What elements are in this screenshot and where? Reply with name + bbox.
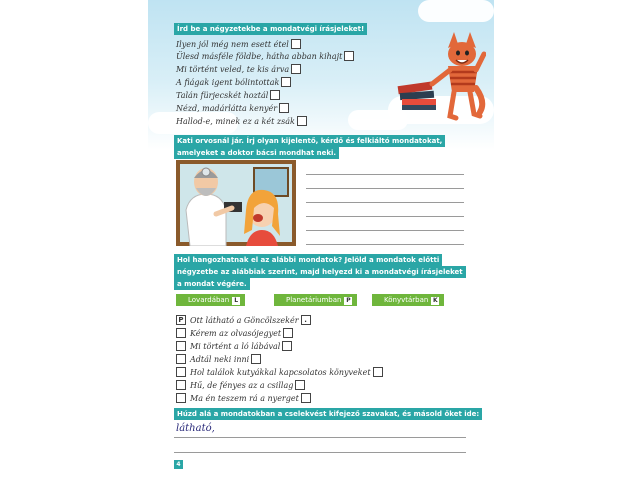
sentence-text: A fiágak igent bólintottak	[176, 77, 280, 87]
sentence-text: Hol találok kutyákkal kapcsolatos könyveket	[190, 367, 371, 377]
doctor-examining-girl-illustration	[176, 160, 296, 246]
tag-key: P	[346, 297, 351, 304]
answer-line[interactable]	[306, 216, 464, 217]
exercise-1-sentence	[176, 115, 307, 127]
answer-box[interactable]	[301, 393, 311, 403]
tag-key: K	[433, 297, 438, 304]
exercise-1-sentence	[176, 89, 280, 101]
answer-line[interactable]	[306, 202, 464, 203]
exercise-3-instruction-line: a mondat végére.	[174, 278, 250, 290]
sentence-text: Adtál neki inni	[190, 354, 250, 364]
exercise-3-instruction-line: Hol hangozhatnak el az alábbi mondatok? Jelöld a mondatok előtti	[174, 254, 442, 266]
page-number: 4	[174, 460, 183, 469]
location-box[interactable]	[176, 367, 186, 377]
exercise-3-sentence	[176, 340, 292, 352]
location-box[interactable]: P	[176, 315, 186, 325]
answer-box[interactable]	[291, 39, 301, 49]
exercise-3-sentence	[176, 379, 305, 391]
exercise-3-sentence	[176, 392, 311, 404]
answer-line[interactable]	[306, 188, 464, 189]
fox-with-books-illustration	[394, 26, 486, 122]
location-box[interactable]	[176, 393, 186, 403]
sentence-text: Nézd, madárlátta kenyér	[176, 103, 278, 113]
answer-box[interactable]	[281, 77, 291, 87]
location-box[interactable]	[176, 380, 186, 390]
cloud	[418, 0, 494, 22]
exercise-3-sentence	[176, 366, 383, 378]
exercise-1-sentence	[176, 38, 301, 50]
tag-label: Könyvtárban	[384, 296, 429, 304]
answer-box[interactable]	[344, 51, 354, 61]
answer-box[interactable]	[279, 103, 289, 113]
books	[398, 82, 436, 110]
tag-label: Lovardában	[188, 296, 230, 304]
exercise-1-sentence	[176, 102, 289, 114]
exercise-3-sentence	[176, 314, 311, 326]
tag-planetariumban	[274, 294, 357, 306]
workbook-page	[148, 0, 494, 480]
answer-line[interactable]	[306, 230, 464, 231]
answer-box[interactable]	[291, 64, 301, 74]
answer-line[interactable]	[174, 452, 466, 453]
tag-konyvtarban	[372, 294, 444, 306]
answer-box[interactable]	[283, 328, 293, 338]
location-box[interactable]	[176, 341, 186, 351]
exercise-3-sentence	[176, 353, 261, 365]
sentence-text: Ma én teszem rá a nyerget	[190, 393, 299, 403]
answer-line[interactable]	[306, 244, 464, 245]
answer-line[interactable]	[306, 174, 464, 175]
exercise-2-instruction-line: amelyeket a doktor bácsi mondhat neki.	[174, 147, 339, 159]
tag-key: L	[232, 297, 240, 305]
answer-box[interactable]	[251, 354, 261, 364]
exercise-1-sentence	[176, 76, 291, 88]
handwritten-answer: látható,	[176, 423, 215, 434]
location-box[interactable]	[176, 328, 186, 338]
sentence-text: Mi történt a ló lábával	[190, 341, 281, 351]
sentence-text: Mi történt veled, te kis árva	[176, 64, 290, 74]
exercise-1-sentence	[176, 63, 301, 75]
location-box[interactable]	[176, 354, 186, 364]
sentence-text: Kérem az olvasójegyet	[190, 328, 282, 338]
exercise-1-instruction: Írd be a négyzetekbe a mondatvégi írásjeleket!	[174, 23, 367, 35]
sentence-text: Talán fürjecskét hoztál	[176, 90, 269, 100]
tag-lovardaban	[176, 294, 245, 306]
answer-box[interactable]	[295, 380, 305, 390]
exercise-4-instruction: Húzd alá a mondatokban a cselekvést kifejező szavakat, és másold őket ide:	[174, 408, 482, 420]
sentence-text: Hű, de fényes az a csillag	[190, 380, 294, 390]
tag-label: Planetáriumban	[286, 296, 342, 304]
exercise-3-instruction-line: négyzetbe az alábbiak szerint, majd helyezd ki a mondatvégi írásjeleket	[174, 266, 466, 278]
exercise-3-sentence	[176, 327, 293, 339]
sentence-text: Ilyen jól még nem esett étel	[176, 39, 289, 49]
answer-box[interactable]	[297, 116, 307, 126]
answer-line[interactable]	[174, 437, 466, 438]
answer-box[interactable]	[270, 90, 280, 100]
answer-box[interactable]	[373, 367, 383, 377]
answer-box[interactable]	[282, 341, 292, 351]
answer-box[interactable]: .	[301, 315, 311, 325]
sentence-text: Hallod-e, minek ez a két zsák	[176, 116, 295, 126]
exercise-2-instruction-line: Kati orvosnál jár. Írj olyan kijelentő, kérdő és felkiáltó mondatokat,	[174, 135, 445, 147]
sentence-text: Ülesd másféle földbe, hátha abban kihajt	[176, 51, 343, 61]
exercise-1-sentence	[176, 50, 354, 62]
sentence-text: Ott látható a Göncölszekér	[190, 315, 299, 325]
